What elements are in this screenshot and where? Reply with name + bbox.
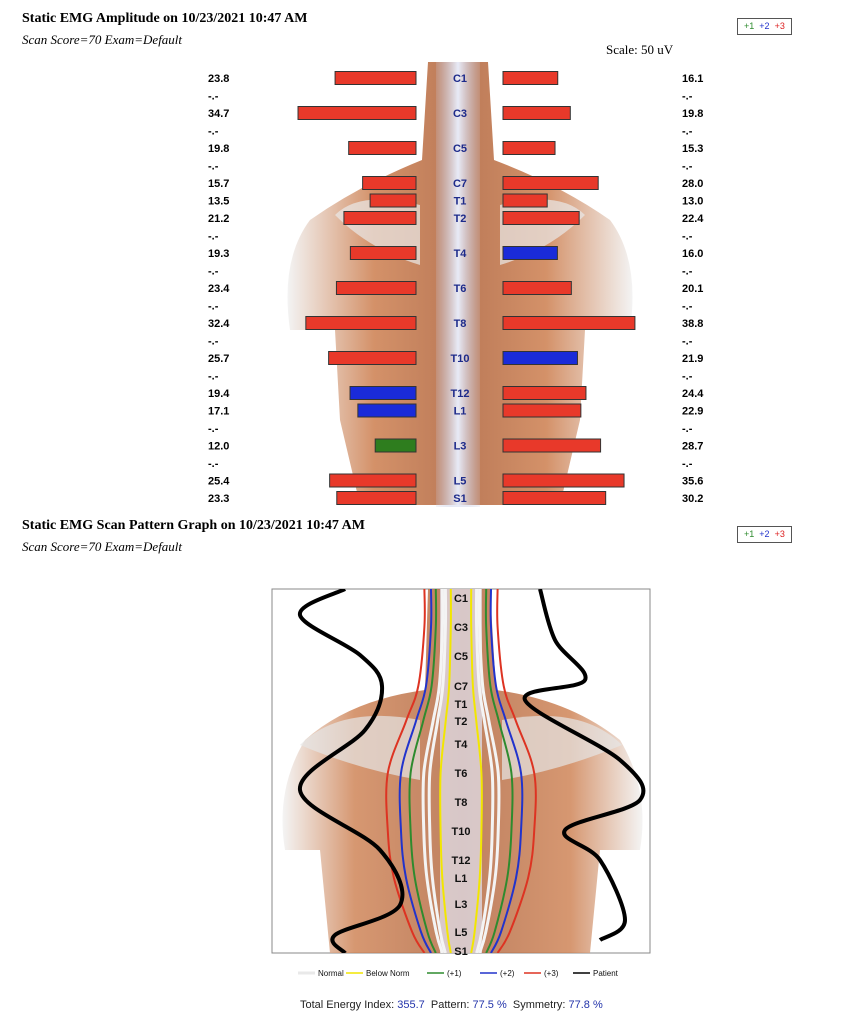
right-value-label: 28.7 <box>682 440 704 453</box>
right-value-label: 16.0 <box>682 248 704 260</box>
pattern-vertebra-label-t4: T4 <box>454 739 468 751</box>
left-value-label: -.- <box>208 335 219 348</box>
left-value-label: 25.7 <box>208 353 230 365</box>
right-value-label: -.- <box>682 265 693 278</box>
energy-label: Total Energy Index: <box>300 999 395 1011</box>
legend-plus2: +2 <box>759 529 770 539</box>
right-value-label: 30.2 <box>682 493 704 505</box>
pattern-legend-label-2: (+1) <box>447 969 462 978</box>
vertebra-label-c7: C7 <box>452 178 468 190</box>
right-value-label: 22.9 <box>682 405 704 418</box>
left-value-label: 15.7 <box>208 178 230 190</box>
left-value-label: 13.5 <box>208 195 230 208</box>
left-value-label: -.- <box>208 125 219 138</box>
right-value-label: -.- <box>682 90 693 103</box>
left-value-label: -.- <box>208 265 219 278</box>
right-value-label: -.- <box>682 125 693 138</box>
right-value-label: 19.8 <box>682 108 704 120</box>
pattern-vertebra-label-l5: L5 <box>454 927 468 939</box>
vertebra-label-c3: C3 <box>452 108 468 120</box>
legend-plus3: +3 <box>774 529 785 539</box>
pattern-vertebra-label-c7: C7 <box>453 681 469 693</box>
left-value-label: 12.0 <box>208 440 230 453</box>
right-value-label: -.- <box>682 370 693 383</box>
vertebra-label-t8: T8 <box>453 318 467 330</box>
left-value-label: 23.4 <box>208 283 230 295</box>
pattern-vertebra-label-t6: T6 <box>454 768 468 780</box>
left-value-label: 19.8 <box>208 143 230 155</box>
right-value-label: 15.3 <box>682 143 704 155</box>
legend-plus1: +1 <box>744 21 755 31</box>
pattern-vertebra-label-t10: T10 <box>451 826 471 838</box>
energy-value: 355.7 <box>397 999 425 1011</box>
right-value-label: -.- <box>682 335 693 348</box>
legend-plus2: +2 <box>759 21 770 31</box>
right-value-label: 22.4 <box>682 213 704 225</box>
left-value-label: 23.3 <box>208 493 230 505</box>
right-value-label: -.- <box>682 230 693 243</box>
pattern-vertebra-label-t12: T12 <box>451 855 471 867</box>
pattern-subtitle: Scan Score=70 Exam=Default <box>22 539 183 554</box>
vertebra-label-t1: T1 <box>453 195 467 208</box>
left-value-label: 21.2 <box>208 213 230 225</box>
pattern-vertebra-label-t1: T1 <box>454 699 468 711</box>
right-value-label: 38.8 <box>682 318 704 330</box>
pattern-vertebra-label-t8: T8 <box>454 797 468 809</box>
right-value-label: -.- <box>682 458 693 470</box>
legend-plus1: +1 <box>744 529 755 539</box>
vertebra-label-l3: L3 <box>453 440 467 453</box>
left-value-label: 34.7 <box>208 108 230 120</box>
right-value-label: 13.0 <box>682 195 704 208</box>
right-value-label: 35.6 <box>682 475 704 488</box>
amplitude-title: Static EMG Amplitude on 10/23/2021 10:47 AM <box>22 11 308 26</box>
vertebra-label-t6: T6 <box>453 283 467 295</box>
vertebra-label-t4: T4 <box>453 248 467 260</box>
left-value-label: -.- <box>208 160 219 173</box>
left-value-label: -.- <box>208 458 219 470</box>
right-value-label: 24.4 <box>682 388 704 400</box>
left-value-label: -.- <box>208 300 219 313</box>
pattern-vertebra-label-t2: T2 <box>454 716 468 728</box>
right-value-label: 21.9 <box>682 353 704 365</box>
pattern-vertebra-label-l3: L3 <box>454 899 468 911</box>
vertebra-label-l5: L5 <box>453 475 467 488</box>
right-value-label: 20.1 <box>682 283 704 295</box>
left-value-label: 25.4 <box>208 475 230 488</box>
left-value-label: -.- <box>208 370 219 383</box>
pattern-value: 77.5 % <box>472 999 507 1011</box>
energy-summary <box>300 999 603 1011</box>
symmetry-label: Symmetry: <box>512 999 566 1011</box>
right-value-label: 28.0 <box>682 178 704 190</box>
left-value-label: 19.3 <box>208 248 230 260</box>
pattern-label: Pattern: <box>430 999 470 1011</box>
left-value-label: 23.8 <box>208 73 230 85</box>
vertebra-label-c1: C1 <box>452 73 468 85</box>
pattern-legend-label-4: (+3) <box>544 969 559 978</box>
amplitude-subtitle: Scan Score=70 Exam=Default <box>22 32 183 47</box>
left-value-label: 17.1 <box>208 405 230 418</box>
symmetry-value: 77.8 % <box>568 999 603 1011</box>
vertebra-label-t2: T2 <box>453 213 467 225</box>
left-value-label: 32.4 <box>208 318 230 330</box>
left-value-label: -.- <box>208 90 219 103</box>
left-value-label: -.- <box>208 230 219 243</box>
pattern-vertebra-label-c1: C1 <box>453 593 469 605</box>
pattern-vertebra-label-l1: L1 <box>454 873 468 885</box>
vertebra-label-s1: S1 <box>453 493 467 505</box>
pattern-vertebra-label-c3: C3 <box>453 622 469 634</box>
pattern-vertebra-label-c5: C5 <box>453 651 469 663</box>
left-value-label: 19.4 <box>208 388 230 400</box>
vertebra-label-l1: L1 <box>453 405 467 418</box>
vertebra-label-t10: T10 <box>450 353 470 365</box>
pattern-legend-label-1: Below Norm <box>366 969 410 978</box>
scale-label: Scale: 50 uV <box>606 42 674 57</box>
legend-plus3: +3 <box>774 21 785 31</box>
right-value-label: 16.1 <box>682 73 704 85</box>
right-value-label: -.- <box>682 423 693 435</box>
vertebra-label-t12: T12 <box>450 388 470 400</box>
pattern-legend-label-3: (+2) <box>500 969 515 978</box>
pattern-legend-label-5: Patient <box>593 969 618 978</box>
pattern-legend-label-0: Normal <box>318 969 344 978</box>
pattern-title: Static EMG Scan Pattern Graph on 10/23/2021 10:47 AM <box>22 518 365 533</box>
pattern-vertebra-label-s1: S1 <box>454 946 468 958</box>
left-value-label: -.- <box>208 423 219 435</box>
right-value-label: -.- <box>682 300 693 313</box>
vertebra-label-c5: C5 <box>452 143 468 155</box>
right-value-label: -.- <box>682 160 693 173</box>
